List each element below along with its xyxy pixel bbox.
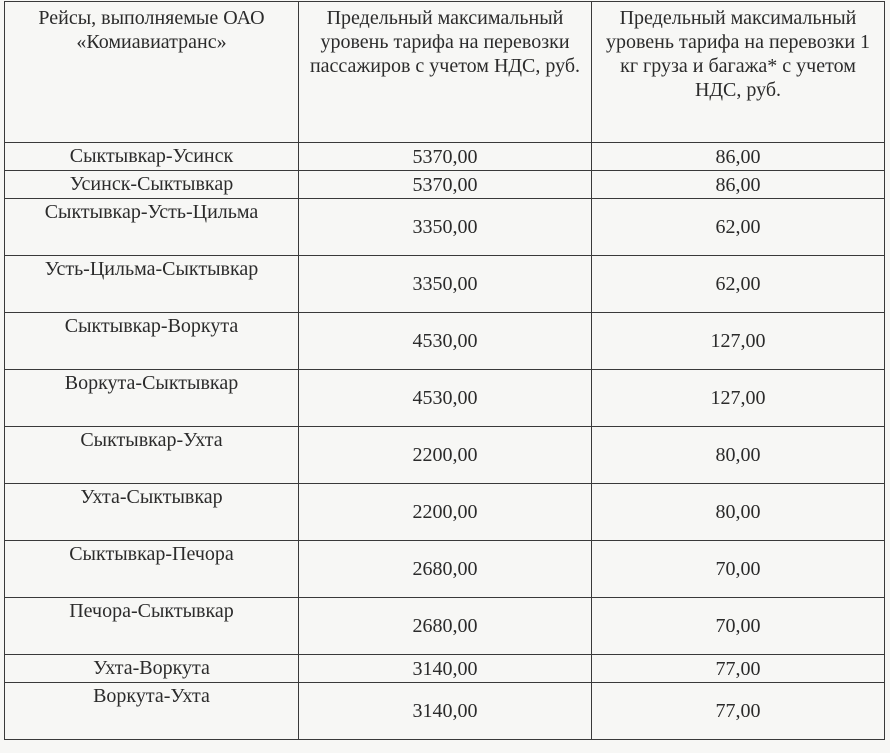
header-passenger-tariff: Предельный максимальный уровень тарифа на перевозки пассажиров с учетом НДС, руб. <box>299 2 592 143</box>
route-cell: Печора-Сыктывкар <box>5 598 299 655</box>
route-cell: Сыктывкар-Воркута <box>5 313 299 370</box>
table-row <box>5 171 885 199</box>
table-row <box>5 143 885 171</box>
table-row <box>5 484 885 541</box>
cargo-tariff-cell: 77,00 <box>592 683 885 740</box>
passenger-tariff-cell: 4530,00 <box>299 313 592 370</box>
passenger-tariff-cell: 5370,00 <box>299 143 592 171</box>
table-row <box>5 370 885 427</box>
route-cell: Сыктывкар-Печора <box>5 541 299 598</box>
cargo-tariff-cell: 70,00 <box>592 541 885 598</box>
passenger-tariff-cell: 2200,00 <box>299 427 592 484</box>
route-cell: Воркута-Сыктывкар <box>5 370 299 427</box>
passenger-tariff-cell: 2200,00 <box>299 484 592 541</box>
route-cell: Усть-Цильма-Сыктывкар <box>5 256 299 313</box>
route-cell: Сыктывкар-Усть-Цильма <box>5 199 299 256</box>
passenger-tariff-cell: 5370,00 <box>299 171 592 199</box>
cargo-tariff-cell: 80,00 <box>592 427 885 484</box>
table-row <box>5 427 885 484</box>
cargo-tariff-cell: 77,00 <box>592 655 885 683</box>
cargo-tariff-cell: 127,00 <box>592 313 885 370</box>
passenger-tariff-cell: 2680,00 <box>299 541 592 598</box>
table-header <box>5 2 885 143</box>
table-row <box>5 199 885 256</box>
cargo-tariff-cell: 86,00 <box>592 143 885 171</box>
table-row <box>5 683 885 740</box>
passenger-tariff-cell: 4530,00 <box>299 370 592 427</box>
table-row <box>5 541 885 598</box>
cargo-tariff-cell: 86,00 <box>592 171 885 199</box>
header-routes: Рейсы, выполняемые ОАО «Комиавиатранс» <box>5 2 299 143</box>
table-row <box>5 655 885 683</box>
table-row <box>5 313 885 370</box>
passenger-tariff-cell: 3350,00 <box>299 199 592 256</box>
passenger-tariff-cell: 3140,00 <box>299 683 592 740</box>
cargo-tariff-cell: 80,00 <box>592 484 885 541</box>
cargo-tariff-cell: 62,00 <box>592 199 885 256</box>
route-cell: Сыктывкар-Ухта <box>5 427 299 484</box>
passenger-tariff-cell: 3350,00 <box>299 256 592 313</box>
cargo-tariff-cell: 62,00 <box>592 256 885 313</box>
route-cell: Воркута-Ухта <box>5 683 299 740</box>
header-row <box>5 2 885 143</box>
cargo-tariff-cell: 127,00 <box>592 370 885 427</box>
passenger-tariff-cell: 2680,00 <box>299 598 592 655</box>
header-cargo-tariff: Предельный максимальный уровень тарифа на перевозки 1 кг груза и багажа* с учетом НДС, руб. <box>592 2 885 143</box>
route-cell: Ухта-Воркута <box>5 655 299 683</box>
route-cell: Усинск-Сыктывкар <box>5 171 299 199</box>
passenger-tariff-cell: 3140,00 <box>299 655 592 683</box>
cargo-tariff-cell: 70,00 <box>592 598 885 655</box>
table-body <box>5 143 885 740</box>
tariff-table <box>4 1 885 740</box>
table-row <box>5 256 885 313</box>
table-row <box>5 598 885 655</box>
route-cell: Сыктывкар-Усинск <box>5 143 299 171</box>
route-cell: Ухта-Сыктывкар <box>5 484 299 541</box>
